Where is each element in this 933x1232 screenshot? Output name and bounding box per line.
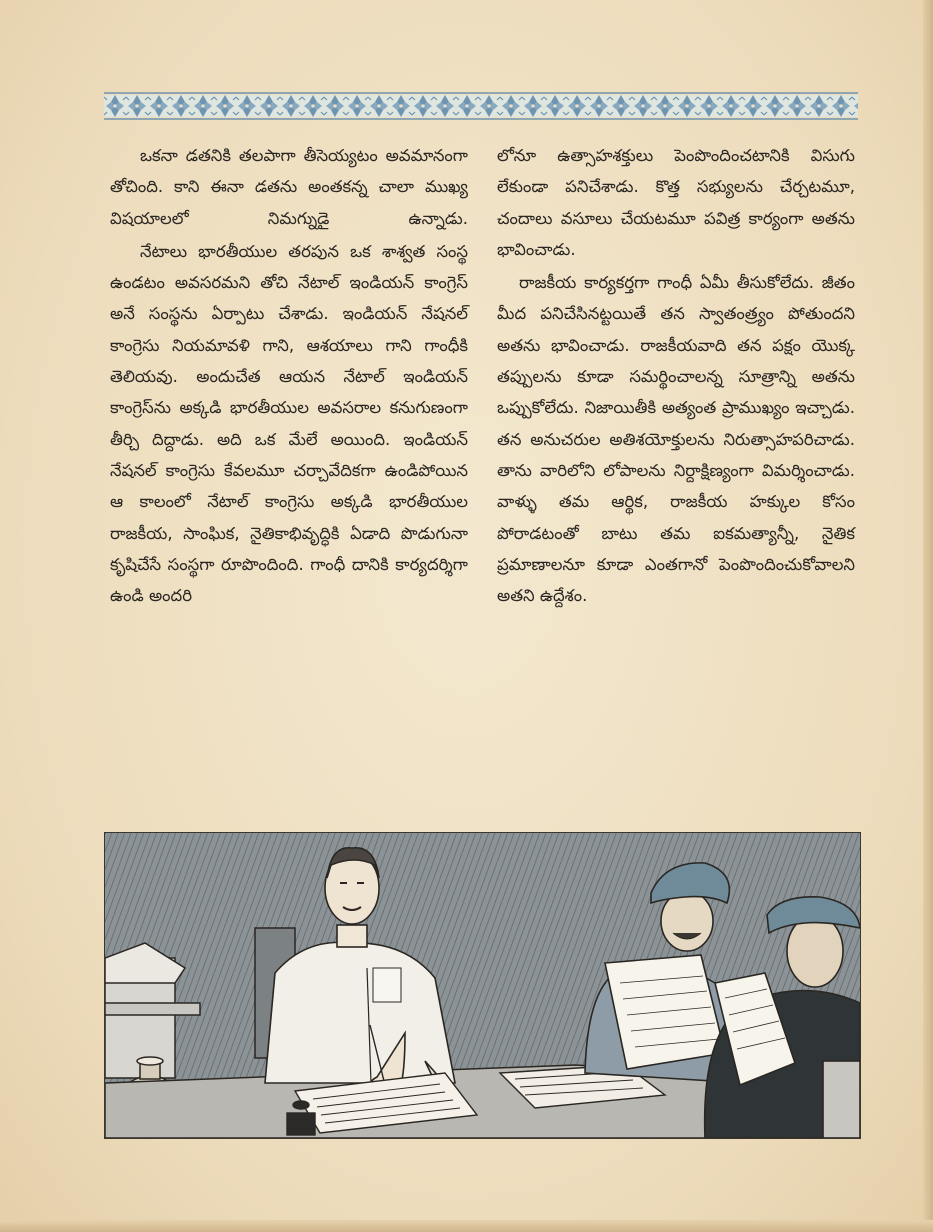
right-text-column [497, 140, 855, 611]
page-bottom-edge [0, 1220, 933, 1232]
paragraph: రాజకీయ కార్యకర్తగా గాంధీ ఏమీ తీసుకోలేదు. జీతం మీద పనిచేసినట్టయితే తన స్వాతంత్ర్యం పోతుందని అతను భావించాడు. రాజకీయవాది తన పక్షం యొక్క తప్పులను కూడా సమర్థించాలన్న సూత్రాన్ని అతను ఒప్పుకోలేదు. నిజాయితీకి అత్యంత ప్రాముఖ్యం ఇచ్చాడు. తన అనుచరుల అతిశయోక్తులను నిరుత్సాహపరిచాడు. తాను వారిలోని లోపాలను నిర్దాక్షిణ్యంగా విమర్శించాడు. వాళ్ళు తమ ఆర్థిక, రాజకీయ హక్కుల కోసం పోరాడటంతో బాటు తమ ఐకమత్యాన్నీ, నైతిక ప్రమాణాలనూ కూడా ఎంతగానో పెంపొందించుకోవాలని అతని ఉద్దేశం. [497, 273, 855, 606]
page-edge-shadow [923, 0, 933, 1232]
paragraph: నేటాలు భారతీయుల తరపున ఒక శాశ్వత సంస్థ ఉండటం అవసరమని తోచి నేటాల్ ఇండియన్ కాంగ్రెస్ అనే సంస్థను ఏర్పాటు చేశాడు. ఇండియన్ నేషనల్ కాంగ్రెసు నియమావళి గాని, ఆశయాలు గాని గాంధీకి తెలియవు. అందుచేత ఆయన నేటాల్ ఇండియన్ కాంగ్రెస్‌ను అక్కడి భారతీయుల అవసరాల కనుగుణంగా తీర్చి దిద్దాడు. అది ఒక మేలే అయింది. ఇండియన్ నేషనల్ కాంగ్రెసు కేవలమూ చర్చావేదికగా ఉండిపోయిన ఆ కాలంలో నేటాల్ కాంగ్రెసు అక్కడి భారతీయుల రాజకీయ, సాంఘిక, నైతికాభివృద్ధికి ఏడాది పొడుగునా కృషిచేసే సంస్థగా రూపొందింది. గాంధీ దానికి కార్యదర్శిగా ఉండి అందరి [110, 241, 468, 606]
paragraph: ఒకనా డతనికి తలపాగా తీసెయ్యటం అవమానంగా తోచింది. కాని ఈనా డతను అంతకన్న చాలా ముఖ్య విషయాలలో నిమగ్నుడై ఉన్నాడు. [110, 146, 468, 228]
paragraph: లోనూ ఉత్సాహశక్తులు పెంపొందించటానికి విసుగు లేకుండా పనిచేశాడు. కొత్త సభ్యులను చేర్చటమూ, చందాలు వసూలు చేయటమూ పవిత్ర కార్యంగా అతను భావించాడు. [497, 146, 855, 259]
story-illustration [104, 832, 861, 1139]
decorative-border-strip [104, 92, 858, 120]
left-text-column [110, 140, 468, 611]
